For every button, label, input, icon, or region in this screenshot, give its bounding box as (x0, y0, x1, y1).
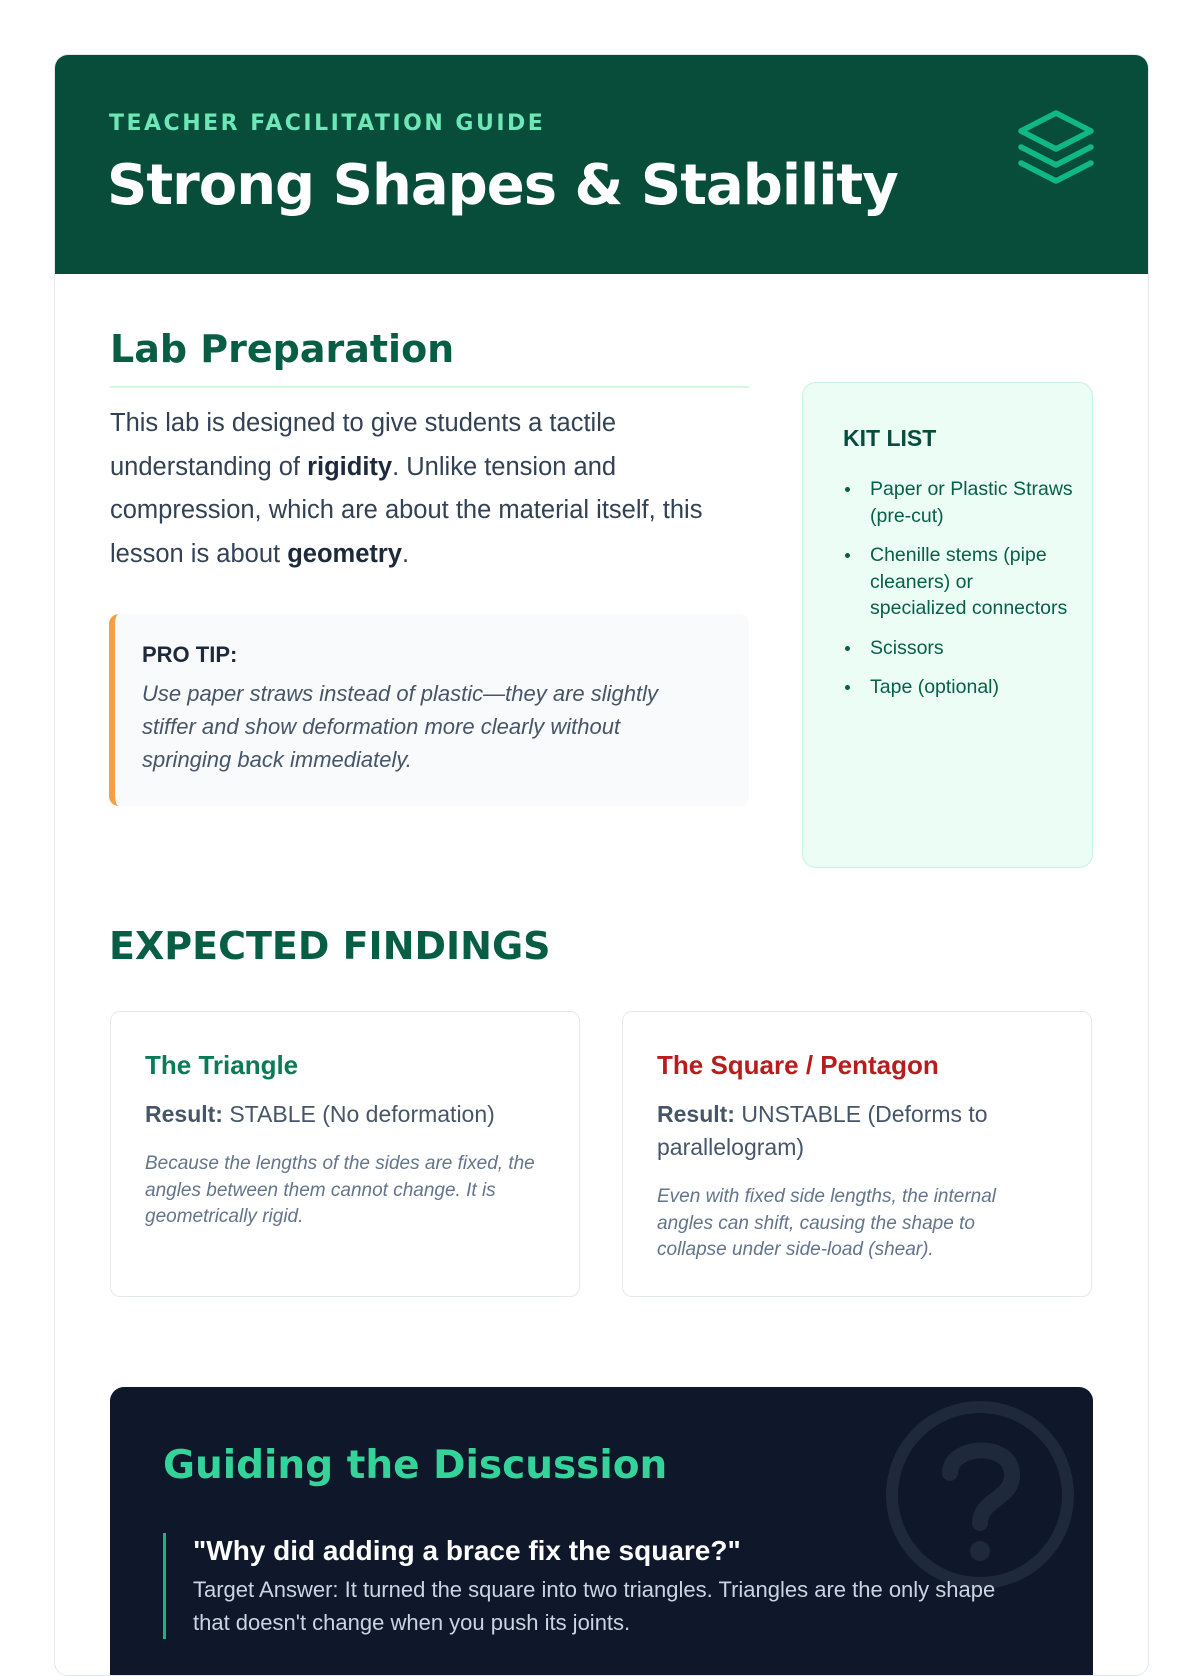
pro-tip-callout (109, 614, 749, 806)
result-label: Result: (145, 1101, 223, 1127)
discussion-heading: Guiding the Discussion (163, 1443, 668, 1488)
finding-card-triangle (110, 1011, 580, 1297)
finding-title: The Square / Pentagon (657, 1050, 939, 1080)
discussion-answer: Target Answer: It turned the square into two triangles. Triangles are the only shape that doesn't change when you push its joints. (193, 1577, 996, 1635)
header-eyebrow: TEACHER FACILITATION GUIDE (109, 111, 546, 136)
intro-text-3: . (402, 539, 410, 568)
kit-list (843, 476, 1073, 714)
page-title: Strong Shapes & Stability (107, 153, 898, 218)
result-label: Result: (657, 1101, 735, 1127)
kit-item: Paper or Plastic Straws (pre-cut) (843, 476, 1073, 529)
intro-bold-rigidity: rigidity (307, 452, 393, 481)
layers-icon (1015, 107, 1097, 187)
result-value: STABLE (No deformation) (222, 1101, 495, 1127)
header-banner (55, 55, 1148, 274)
expected-findings-heading: EXPECTED FINDINGS (109, 924, 551, 968)
discussion-question: "Why did adding a brace fix the square?" (193, 1535, 741, 1566)
kit-item: Scissors (843, 635, 1073, 662)
intro-bold-geometry: geometry (287, 539, 402, 568)
intro-text-2: . Unlike tension and compression, which are about the material itself, this lesson is about (110, 452, 703, 568)
discussion-quote (163, 1533, 1046, 1639)
intro-text-1: This lab is designed to give students a tactile understanding of (110, 409, 617, 481)
content-area (55, 274, 1148, 1674)
finding-title: The Triangle (145, 1050, 299, 1080)
pro-tip-label: PRO TIP: (142, 642, 238, 667)
kit-list-heading: KIT LIST (843, 425, 937, 451)
pro-tip-text: Use paper straws instead of plastic—they are slightly stiffer and show deformation more clearly without springing back immediately. (142, 681, 659, 772)
finding-note: Even with fixed side lengths, the internal angles can shift, causing the shape to collapse under side-load (shear). (657, 1186, 997, 1260)
kit-item: Chenille stems (pipe cleaners) or specialized connectors (843, 542, 1073, 622)
finding-note: Because the lengths of the sides are fixed, the angles between them cannot change. It is geometrically rigid. (145, 1153, 535, 1227)
lab-prep-heading: Lab Preparation (110, 327, 455, 371)
intro-paragraph (110, 402, 750, 576)
finding-result (145, 1098, 545, 1131)
section-divider (110, 386, 749, 388)
kit-item: Tape (optional) (843, 674, 1073, 701)
kit-list-panel (802, 382, 1093, 868)
finding-card-square (622, 1011, 1092, 1297)
result-value: UNSTABLE (Deforms to parallelogram) (657, 1101, 988, 1160)
finding-result (657, 1098, 1057, 1164)
discussion-panel (110, 1387, 1093, 1676)
guide-card (54, 54, 1149, 1676)
